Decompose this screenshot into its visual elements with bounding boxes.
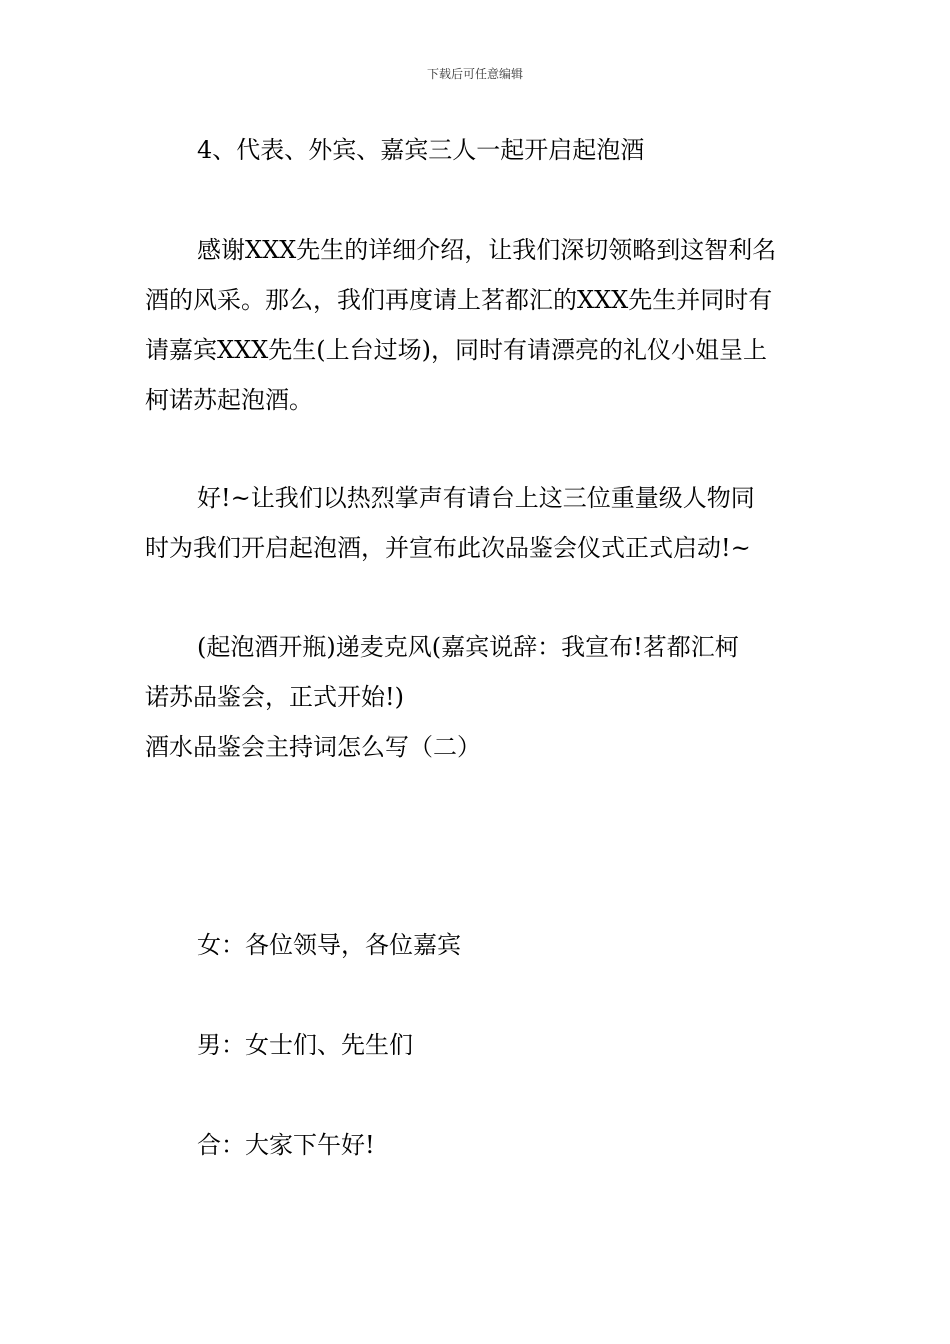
paragraph-line: (起泡酒开瓶)递麦克风(嘉宾说辞：我宣布!茗都汇柯 [197, 633, 739, 661]
paragraph-7 [145, 1120, 862, 1170]
section-title [145, 722, 810, 772]
paragraph-line: 柯诺苏起泡酒。 [145, 386, 313, 414]
paragraph-line: 感谢XXX先生的详细介绍，让我们深切领略到这智利名 [197, 236, 777, 264]
section-title-text: 酒水品鉴会主持词怎么写（二） [145, 733, 481, 761]
paragraph-1 [145, 125, 862, 175]
paragraph-line: 男：女士们、先生们 [197, 1031, 413, 1059]
paragraph-line: 诺苏品鉴会，正式开始!) [145, 683, 405, 711]
paragraph-line: 4、代表、外宾、嘉宾三人一起开启起泡酒 [197, 136, 645, 164]
page-header: 下载后可任意编辑 [426, 67, 523, 81]
paragraph-line: 请嘉宾XXX先生(上台过场)，同时有请漂亮的礼仪小姐呈上 [145, 336, 767, 364]
paragraph-line: 好!~让我们以热烈掌声有请台上这三位重量级人物同 [197, 484, 755, 512]
paragraph-line: 合：大家下午好! [197, 1131, 375, 1159]
paragraph-line: 女：各位领导，各位嘉宾 [197, 931, 461, 959]
paragraph-line: 酒的风采。那么，我们再度请上茗都汇的XXX先生并同时有 [145, 286, 773, 314]
paragraph-3 [145, 473, 810, 573]
paragraph-line: 时为我们开启起泡酒，并宣布此次品鉴会仪式正式启动!~ [145, 534, 751, 562]
paragraph-4 [145, 622, 810, 722]
paragraph-6 [145, 1020, 862, 1070]
paragraph-5 [145, 920, 862, 970]
paragraph-2 [145, 225, 810, 425]
